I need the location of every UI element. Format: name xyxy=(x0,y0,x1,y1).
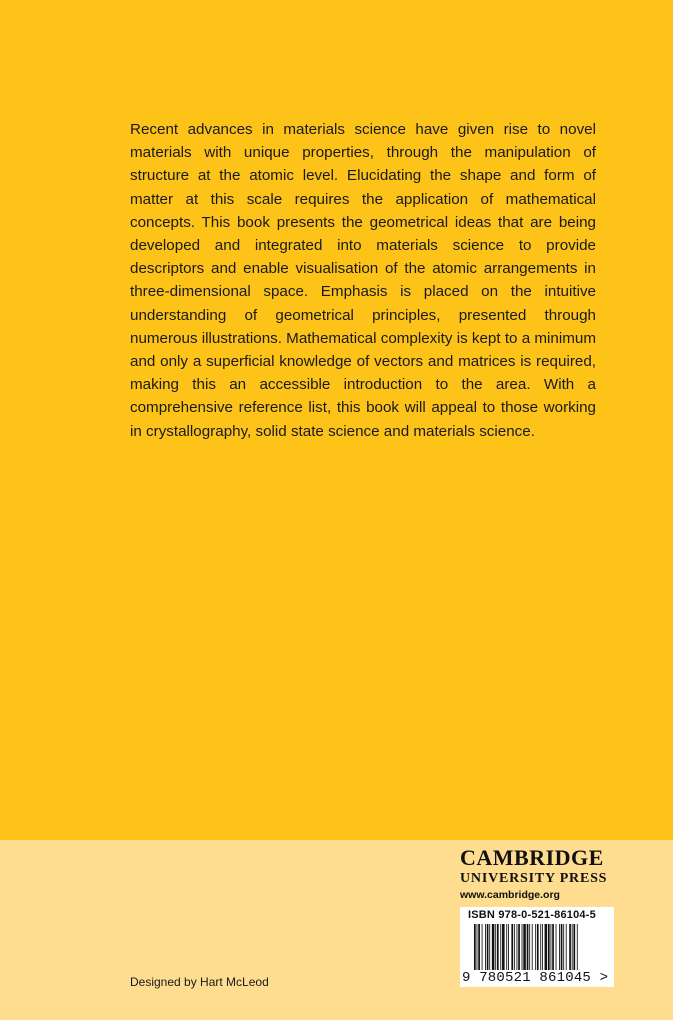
barcode-bar xyxy=(523,924,526,970)
barcode-bar xyxy=(508,924,509,970)
barcode-bar xyxy=(477,924,478,970)
barcode-bar xyxy=(573,924,575,970)
barcode-bar xyxy=(559,924,560,970)
barcode-bar xyxy=(485,924,486,970)
barcode-bar xyxy=(569,924,571,970)
barcode-bar xyxy=(500,924,501,970)
barcode-bar xyxy=(561,924,563,970)
isbn-barcode xyxy=(460,907,614,987)
barcode-bar xyxy=(502,924,505,970)
barcode-bar xyxy=(537,924,539,970)
publisher-logo xyxy=(460,846,620,903)
barcode-bar xyxy=(532,924,533,970)
barcode-bar xyxy=(563,924,564,970)
barcode-bar xyxy=(492,924,495,970)
barcode-bar xyxy=(552,924,554,970)
barcode-bar xyxy=(572,924,573,970)
publisher-subtitle: UNIVERSITY PRESS xyxy=(460,871,608,886)
barcode-bar xyxy=(482,924,483,970)
barcode-bar xyxy=(487,924,489,970)
barcode-bar xyxy=(551,924,552,970)
barcode-bar xyxy=(527,924,529,970)
publisher-url: www.cambridge.org xyxy=(460,889,560,901)
barcode-bar xyxy=(514,924,515,970)
barcode-bar xyxy=(518,924,520,970)
barcode-bar xyxy=(540,924,541,970)
barcode-bar xyxy=(556,924,557,970)
barcode-bar xyxy=(535,924,536,970)
barcode-bar xyxy=(548,924,550,970)
barcode-bar xyxy=(517,924,518,970)
barcode-bar xyxy=(577,924,578,970)
barcode-bar xyxy=(497,924,499,970)
barcode-bar xyxy=(474,924,476,970)
isbn-digits: 9 780521 861045 > xyxy=(462,970,609,986)
barcode-bar xyxy=(542,924,543,970)
barcode-bar xyxy=(495,924,496,970)
barcode-bar xyxy=(529,924,530,970)
barcode-bars-icon xyxy=(474,924,602,970)
barcode-bar xyxy=(511,924,513,970)
barcode-bar xyxy=(566,924,567,970)
barcode-bar xyxy=(506,924,507,970)
back-cover-blurb: Recent advances in materials science have given rise to novel materials with unique properties, through the manipulation of structure at the atomic level. Elucidating the shape and form of matter at this scale requires the application of mathematical concepts. This book presents the geometrical ideas that are being developed and integrated into materials science to provide descriptors and enable visualisation of the atomic arrangements in three-dimensional space. Emphasis is placed on the intuitive understanding of geometrical principles, presented through numerous illustrations. Mathematical complexity is kept to a minimum and only a superficial knowledge of vectors and matrices is required, making this an accessible introduction to the area. With a comprehensive reference list, this book will appeal to those working in crystallography, solid state science and materials science. xyxy=(130,121,596,440)
designer-credit: Designed by Hart McLeod xyxy=(130,975,269,989)
barcode-bar xyxy=(489,924,490,970)
barcode-bar xyxy=(545,924,548,970)
isbn-label: ISBN 978-0-521-86104-5 xyxy=(468,909,596,921)
barcode-bar xyxy=(522,924,523,970)
barcode-bar xyxy=(478,924,480,970)
publisher-name: CAMBRIDGE xyxy=(460,845,604,870)
